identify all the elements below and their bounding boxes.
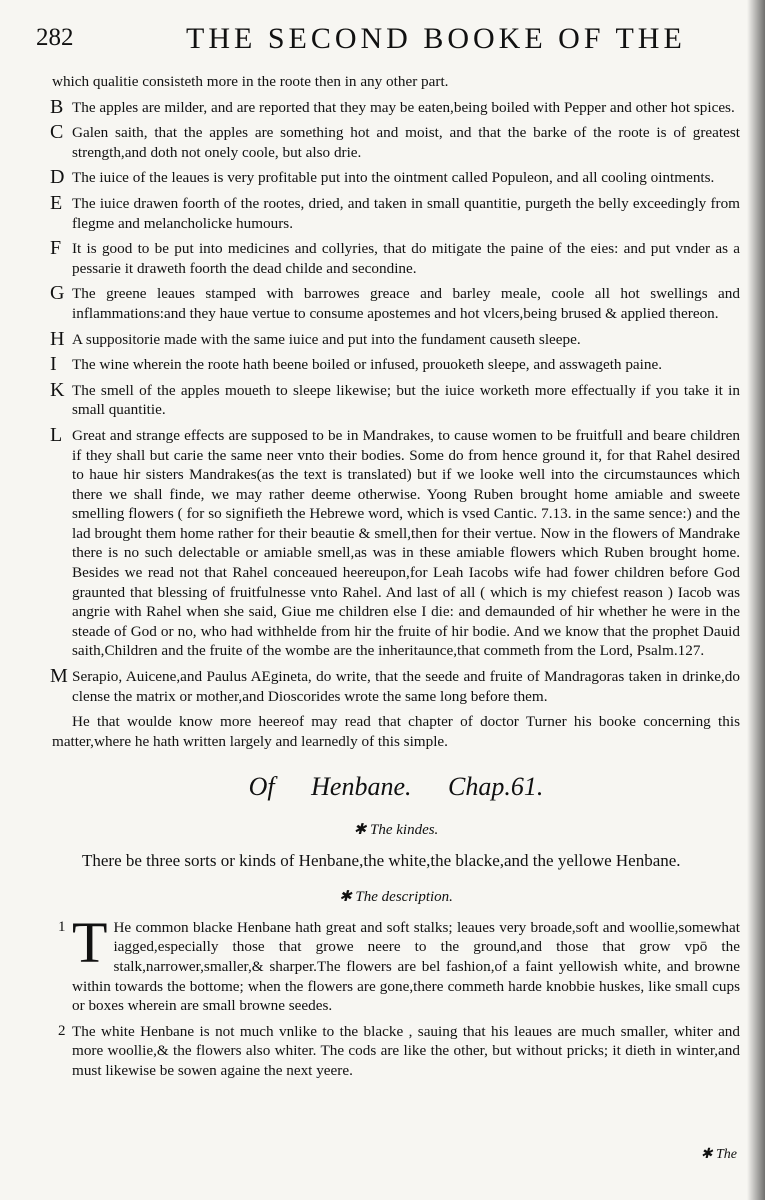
margin-letter: I [50, 353, 57, 376]
margin-letter: H [50, 327, 65, 350]
margin-letter: E [50, 191, 63, 214]
paragraph-G [52, 284, 740, 323]
chapter-title: Of Henbane. [248, 772, 412, 802]
margin-letter: M [50, 665, 68, 688]
paragraph-B [50, 95, 740, 118]
paragraph-text: The apples are milder, and are reported that they may be eaten,being boiled with Pepper and other hot spices. [72, 98, 735, 116]
item-number: 2 [58, 1022, 66, 1039]
margin-letter: K [50, 378, 65, 401]
description-heading: ✱ The description. [339, 889, 453, 906]
closing-paragraph: He that woulde know more heereof may read that chapter of doctor Turner his booke concerning this matter,where he hath written largely and learnedly of this simple. [52, 713, 740, 750]
paragraph-text: The iuice of the leaues is very profitable put into the ointment called Populeon, and all cooling ointments. [72, 169, 715, 187]
description-item-2 [52, 1022, 740, 1081]
margin-letter: B [50, 95, 64, 118]
item-text: The white Henbane is not much vnlike to the blacke , sauing that his leaues are much smaller, whiter and more woollie,& the flowers also whiter. The cods are like the other, but without pricks; it dieth in winter,and must likewise be sowen againe the next yeere. [72, 1022, 740, 1079]
item-number: 1 [58, 918, 66, 935]
paragraph-text: Great and strange effects are supposed to be in Mandrakes, to cause women to be fruitfull and beare children if they shall but carie the same neer vnto their bodies. Some do from hence ground it, for that Rahel desired to haue hir sisters Mandrakes(as the text is translated) but if we looke well into the circumstaunces which there we shall finde, we may rather deeme otherwise. Yoong Ruben brought home amiable and sweete smelling flowers ( for so signifieth the Hebrewe word, which is vsed Cantic. 7.13. in the same sence:) and the lad brought them home rather for their beautie & smell,then for their vertue. Now in the flowers of Mandrake there is no such delectable or amiable smell,as was in these amiable flowers which Ruben brought home. Besides we read not that Rahel conceaued heereupon,for Leah Iacobs wife had fower children before God graunted that blessing of fruitfulnesse vnto Rahel. And last of all ( which is my chiefest reason ) Iacob was angrie with Rahel when she said, Giue me children else I die: and demaunded of hir whether he were in the steade of God or no, who had withhelde from hir the fruite of hir bodie. And we know that the prophet Dauid saith,Children and the fruite of the wombe are the inheritaunce,that commeth from the Lord, Psalm.127. [72, 426, 740, 660]
paragraph-F [52, 239, 740, 278]
paragraph-C [52, 123, 740, 162]
paragraph-M [52, 667, 740, 706]
paragraph-I [52, 355, 740, 375]
running-title: THE SECOND BOOKE OF THE [186, 22, 686, 55]
paragraph-text: It is good to be put into medicines and collyries, that do mitigate the paine of the eies: and put vnder as a pessarie it draweth foorth the dead childe and secondine. [72, 240, 740, 277]
description-item-1 [52, 909, 740, 1016]
chapter-heading [52, 772, 740, 802]
margin-letter: D [50, 166, 65, 189]
paragraph-text: Galen saith, that the apples are something hot and moist, and that the barke of the roote is of greatest strength,and doth not onely coole, but also drie. [72, 124, 740, 161]
paragraph-text: The iuice drawen foorth of the rootes, dried, and taken in small quantitie, purgeth the belly exceedingly from flegme and melancholicke humours. [72, 194, 740, 232]
paragraph-text: The greene leaues stamped with barrowes greace and barley meale, coole all hot swellings and inflammations:and they haue vertue to consume apostemes and hot vlcers,being brused & applied thereon. [72, 285, 740, 322]
kinds-heading: ✱ The kindes. [353, 822, 439, 838]
kinds-text: There be three sorts or kinds of Henbane,the white,the blacke,and the yellowe Henbane. [82, 850, 681, 870]
paragraph-text: Serapio, Auicene,and Paulus AEgineta, do write, that the seede and fruite of Mandragoras taken in drinke,do clense the matrix or mother,and Dioscorides wrote the same long before them. [72, 668, 740, 705]
paragraph-H [50, 327, 740, 350]
paragraph-D [52, 168, 740, 188]
margin-letter: F [50, 237, 62, 260]
intro-line: which qualitie consisteth more in the roote then in any other part. [52, 73, 449, 90]
paragraph-text: The smell of the apples moueth to sleepe likewise; but the iuice worketh more effectually if you take it in small quantitie. [72, 381, 740, 419]
paragraph-E [50, 191, 740, 233]
margin-letter: C [50, 121, 64, 144]
page-edge-shadow [747, 0, 765, 1200]
paragraph-text: A suppositorie made with the same iuice and put into the fundament causeth sleepe. [72, 330, 581, 348]
drop-cap: T [72, 909, 108, 975]
page-content [52, 72, 740, 1087]
paragraph-text: The wine wherein the roote hath beene boiled or infused, prouoketh sleepe, and asswageth paine. [72, 356, 662, 374]
page-header [36, 16, 751, 56]
item-text: He common blacke Henbane hath great and soft stalks; leaues very broade,soft and woollie,somewhat iagged,especially those that growe neere to the ground,and those that grow vpō the stalk,narrower,smaller,& sharper.The flowers are bel fashion,of a faint yellowish white, and browne within towards the bottome; when the flowers are gone,there commeth harde knobbie huskes, like small cups or boxes wherein are small browne seedes. [72, 918, 740, 1015]
catchword: ✱ The [700, 1147, 737, 1162]
paragraph-L [50, 423, 740, 661]
paragraph-K [50, 378, 740, 420]
chapter-number: Chap.61. [448, 772, 544, 802]
page-number: 282 [36, 24, 74, 51]
margin-letter: G [50, 282, 65, 305]
margin-letter: L [50, 423, 63, 446]
